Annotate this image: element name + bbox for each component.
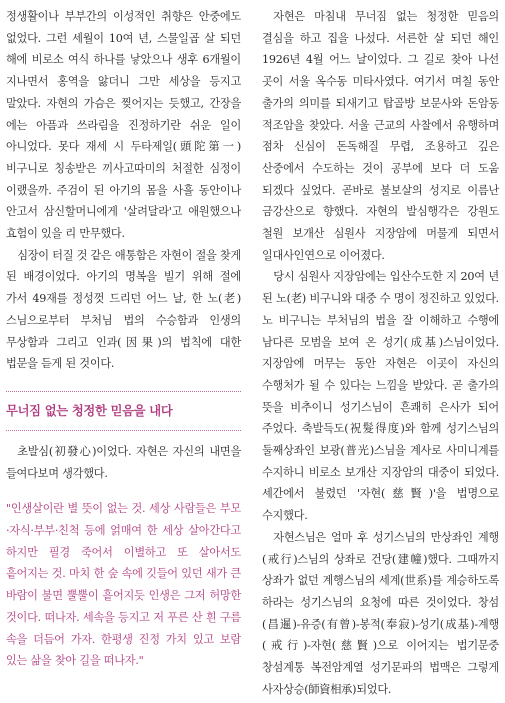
body-paragraph: 자현은 마침내 무너짐 없는 청정한 믿음의 결심을 하고 집을 나섰다. 서른한 살 되던 해인 1926년 4월 어느 날이었다. 그 길로 찾아 나선 곳이 서울 옥수동 미타사였다. 여기서 며칠 동안 출가의 의미를 되새기고 탑골방 보문사와 돈암동 적조암을 찾았다. 서울 근교의 사찰에서 유행하며 점차 신심이 돈독해질 무렵, 조용하고 깊은 산중에서 수도하는 것이 공부에 보다 더 도움 되겠다 싶었다. 곧바로 불보살의 성지로 이름난 금강산으로 향했다. 자현의 발심행각은 강원도 철원 보개산 심원사 지장암에 머물게 되면서 일대사인연으로 이어졌다. xyxy=(262,10,499,262)
quotation: "인생살이란 별 뜻이 없는 것. 세상 사람들은 부모·자식·부부·친척 등에 얽매여 한 세상 살아간다고 하지만 필경 죽어서 이별하고 또 살아서도 흩어지는 것. 마치 한 숲 속에 깃들어 있던 새가 큰 바람이 불면 뿔뿔이 흩어지듯 인생은 그저 허망한 것이다. 떠나자. 세속을 등지고 저 푸른 산 흰 구름 속을 더듬어 가자. 한평생 진정 가치 있고 보람 있는 삶을 찾아 길을 떠나자." xyxy=(6,502,241,668)
body-paragraph: 초발심(初發心)이었다. 자현은 자신의 내면을 들여다보며 생각했다. xyxy=(6,444,241,480)
right-column xyxy=(262,6,499,701)
body-paragraph: 자현스님은 얼마 후 성기스님의 만상좌인 계행(戒行)스님의 상좌로 건당(建幢)했다. 그때까지 상좌가 없던 계행스님의 세계(世系)를 계승하도록 하라는 성기스님의 요청에 따른 것이었다. 창섬(昌暹)-유증(有曾)-봉적(奉寂)-성기(成基)-계행(戒行)-자현(慈賢)으로 이어지는 법기문중 창섬계통 복전암계열 성기문파의 법맥은 그렇게 사자상승(師資相承)되었다. xyxy=(262,530,499,696)
section-heading: 무너짐 없는 청정한 믿음을 내다 xyxy=(6,403,173,418)
left-column xyxy=(6,6,241,672)
section-heading-box xyxy=(6,391,241,431)
body-paragraph: 당시 심원사 지장암에는 입산수도한 지 20여 년 된 노(老) 비구니와 대중 수 명이 정진하고 있었다. 노 비구니는 부처님의 법을 잘 이해하고 수행에 남다른 모범을 보여 온 성기(成基)스님이었다. 지장암에 머무는 동안 자현은 이곳이 자신의 수행처가 될 수 있다는 느낌을 받았다. 곧 출가의 뜻을 비추이니 성기스님이 흔쾌히 은사가 되어 주었다. 축발득도(祝髮得度)와 함께 성기스님의 둘째상좌인 보광(普光)스님을 계사로 사미니계를 수지하니 비로소 보개산 지장암의 대중이 되었다. 세간에서 불렸던 '자현(慈賢)'을 법명으로 수지했다. xyxy=(262,270,499,523)
body-paragraph: 정생활이나 부부간의 이성적인 취향은 안중에도 없었다. 그런 세월이 10여 년, 스물일곱 살 되던 해에 비로소 여식 하나를 낳았으나 생후 6개월이 지나면서 홍역을 앓더니 그만 세상을 등지고 말았다. 자현의 가슴은 찢어지는 듯했고, 간장을 에는 아픔과 쓰라림을 진정하기란 쉬운 일이 아니었다. 못다 재세 시 두타제일(頭陀第一) 비구니로 칭송받은 끼사고따미의 처절한 심정이 이랬을까. 주검이 된 아기의 몸을 사흘 동안이나 안고서 삼신할머니에게 '살려달라'고 애원했으나 효험이 있을 리 만무했다. xyxy=(6,10,241,241)
body-paragraph: 심장이 터질 것 같은 애통함은 자현이 절을 찾게 된 배경이었다. 아기의 명복을 빌기 위해 절에 가서 49재를 정성껏 드리던 어느 날, 한 노(老)스님으로부터 부처님 법의 수승함과 인생의 무상함과 그리고 인과(因果)의 법칙에 대한 법문을 듣게 된 것이다. xyxy=(6,248,241,371)
